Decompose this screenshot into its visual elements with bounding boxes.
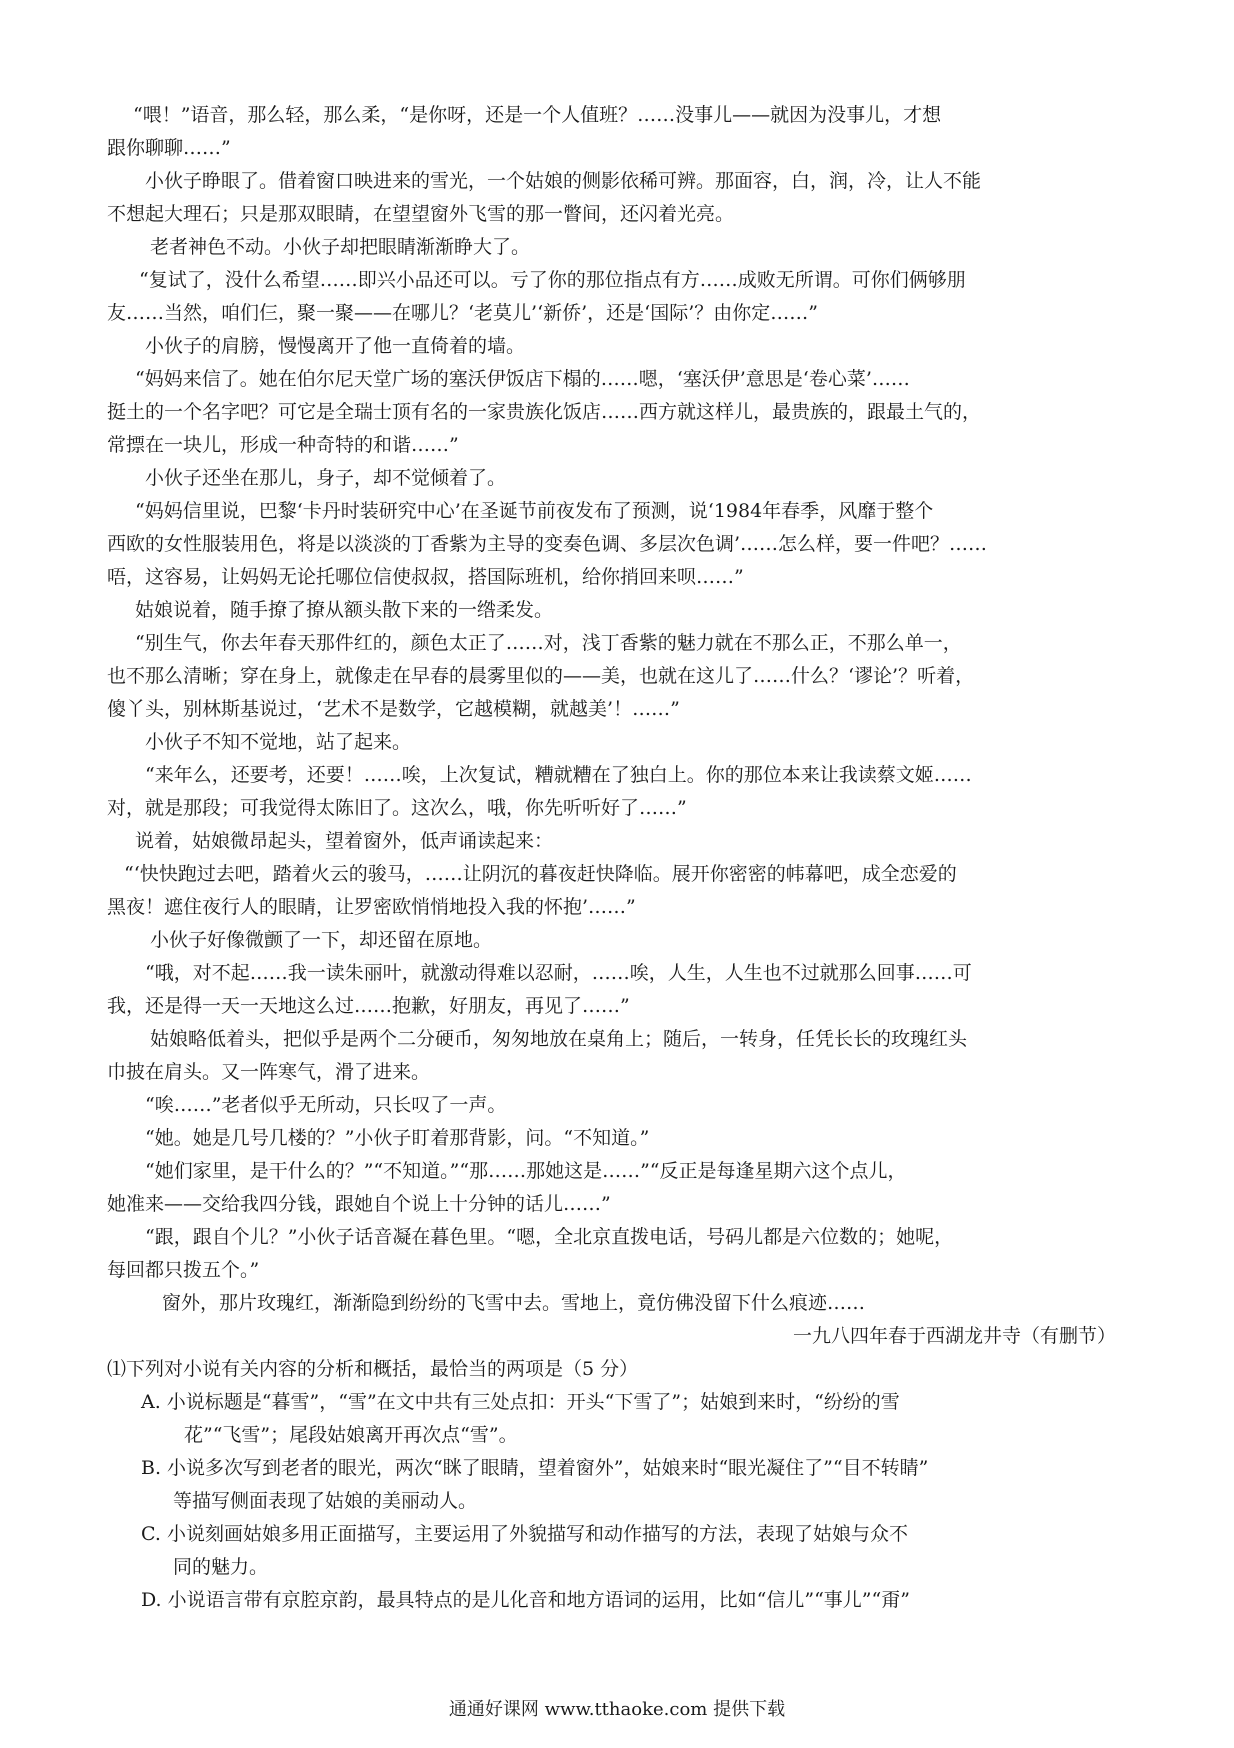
option-d-line: D. 小说语言带有京腔京韵，最具特点的是儿化音和地方语词的运用，比如“信儿”“事儿”“甭” bbox=[141, 1589, 910, 1611]
author-signature: 一九八四年春于西湖龙井寺（有删节） bbox=[792, 1325, 1116, 1347]
text-line: “她。她是几号几楼的？”小伙子盯着那背影，问。“不知道。” bbox=[145, 1127, 650, 1149]
text-line: “别生气，你去年春天那件红的，颜色太正了……对，浅丁香紫的魅力就在不那么正，不那么单一， bbox=[135, 632, 962, 654]
text-line: 小伙子好像微颤了一下，却还留在原地。 bbox=[150, 929, 493, 951]
option-b-line: 等描写侧面表现了姑娘的美丽动人。 bbox=[173, 1490, 478, 1512]
text-line: 小伙子还坐在那儿，身子，却不觉倾着了。 bbox=[145, 467, 507, 489]
text-line: “她们家里，是干什么的？”“不知道。”“那……那她这是……”“反正是每逢星期六这个点儿， bbox=[145, 1160, 907, 1182]
text-line: 友……当然，咱们仨，聚一聚——在哪儿？‘老莫儿’‘新侨’，还是‘国际’？由你定……” bbox=[107, 302, 818, 324]
option-c-line: C. 小说刻画姑娘多用正面描写，主要运用了外貌描写和动作描写的方法，表现了姑娘与众不 bbox=[141, 1523, 908, 1545]
text-line: “复试了，没什么希望……即兴小品还可以。亏了你的那位指点有方……成败无所谓。可你们俩够朋 bbox=[139, 269, 966, 291]
text-line: 挺土的一个名字吧？可它是全瑞士顶有名的一家贵族化饭店……西方就这样儿，最贵族的，跟最土气的， bbox=[107, 401, 982, 423]
text-line: 她准来——交给我四分钱，跟她自个说上十分钟的话儿……” bbox=[107, 1193, 611, 1215]
text-line: “哦，对不起……我一读朱丽叶，就激动得难以忍耐，……唉，人生，人生也不过就那么回事……可 bbox=[145, 962, 972, 984]
text-line: 西欧的女性服装用色，将是以淡淡的丁香紫为主导的变奏色调、多层次色调’……怎么样，要一件吧？…… bbox=[107, 533, 988, 555]
text-line: 窗外，那片玫瑰红，渐渐隐到纷纷的飞雪中去。雪地上，竟仿佛没留下什么痕迹…… bbox=[162, 1292, 866, 1314]
text-line: 小伙子的肩膀，慢慢离开了他一直倚着的墙。 bbox=[145, 335, 526, 357]
page-footer: 通通好课网 www.tthaoke.com 提供下载 bbox=[448, 1699, 786, 1720]
text-line: 常摽在一块儿，形成一种奇特的和谐……” bbox=[107, 434, 459, 456]
option-c-line: 同的魅力。 bbox=[173, 1556, 269, 1578]
text-line: 也不那么清晰；穿在身上，就像走在早春的晨雾里似的——美，也就在这儿了……什么？‘谬论’？听着， bbox=[107, 665, 975, 687]
text-line: “喂！”语音，那么轻，那么柔，“是你呀，还是一个人值班？……没事儿——就因为没事儿，才想 bbox=[133, 104, 942, 126]
text-line: 傻丫头，别林斯基说过，‘艺术不是数学，它越模糊，就越美’！……” bbox=[107, 698, 680, 720]
text-line: 黑夜！遮住夜行人的眼睛，让罗密欧悄悄地投入我的怀抱’……” bbox=[107, 896, 636, 918]
text-line: 巾披在肩头。又一阵寒气，滑了进来。 bbox=[107, 1061, 431, 1083]
text-line: 唔，这容易，让妈妈无论托哪位信使叔叔，搭国际班机，给你捎回来呗……” bbox=[107, 566, 744, 588]
text-line: 我，还是得一天一天地这么过……抱歉，好朋友，再见了……” bbox=[107, 995, 630, 1017]
text-line: 小伙子不知不觉地，站了起来。 bbox=[145, 731, 412, 753]
text-line: 姑娘说着，随手撩了撩从额头散下来的一绺柔发。 bbox=[135, 599, 554, 621]
text-line: 对，就是那段；可我觉得太陈旧了。这次么，哦，你先听听好了……” bbox=[107, 797, 687, 819]
text-line: 说着，姑娘微昂起头，望着窗外，低声诵读起来： bbox=[135, 830, 554, 852]
text-line: “唉……”老者似乎无所动，只长叹了一声。 bbox=[145, 1094, 507, 1116]
option-a-line: 花”“飞雪”；尾段姑娘离开再次点“雪”。 bbox=[184, 1424, 518, 1446]
text-line: 老者神色不动。小伙子却把眼睛渐渐睁大了。 bbox=[150, 236, 531, 258]
text-line: “妈妈信里说，巴黎‘卡丹时装研究中心’在圣诞节前夜发布了预测，说‘1984年春季，风靡于整个 bbox=[135, 500, 934, 522]
text-line: “来年么，还要考，还要！……唉，上次复试，糟就糟在了独白上。你的那位本来让我读蔡文姬…… bbox=[145, 764, 972, 786]
text-line: 姑娘略低着头，把似乎是两个二分硬币，匆匆地放在桌角上；随后，一转身，任凭长长的玫瑰红头 bbox=[150, 1028, 968, 1050]
text-line: 小伙子睁眼了。借着窗口映进来的雪光，一个姑娘的侧影依稀可辨。那面容，白，润，冷，让人不能 bbox=[145, 170, 982, 192]
text-line: 跟你聊聊……” bbox=[107, 137, 231, 159]
option-a-line: A. 小说标题是“暮雪”，“雪”在文中共有三处点扣：开头“下雪了”；姑娘到来时，“纷纷的雪 bbox=[141, 1391, 900, 1413]
text-line: “妈妈来信了。她在伯尔尼天堂广场的塞沃伊饭店下榻的……嗯，‘塞沃伊’意思是‘卷心菜’…… bbox=[135, 368, 910, 390]
text-line: “‘快快跑过去吧，踏着火云的骏马，……让阴沉的暮夜赶快降临。展开你密密的帏幕吧，成全恋爱的 bbox=[124, 863, 957, 885]
option-b-line: B. 小说多次写到老者的眼光，两次“眯了眼睛，望着窗外”，姑娘来时“眼光凝住了”“目不转睛” bbox=[141, 1457, 929, 1479]
question-stem: ⑴下列对小说有关内容的分析和概括，最恰当的两项是（5 分） bbox=[107, 1358, 639, 1380]
text-line: “跟，跟自个儿？”小伙子话音凝在暮色里。“嗯，全北京直拨电话，号码儿都是六位数的；她呢， bbox=[145, 1226, 954, 1248]
text-line: 不想起大理石；只是那双眼睛，在望望窗外飞雪的那一瞥间，还闪着光亮。 bbox=[107, 203, 735, 225]
text-line: 每回都只拨五个。” bbox=[107, 1259, 260, 1281]
